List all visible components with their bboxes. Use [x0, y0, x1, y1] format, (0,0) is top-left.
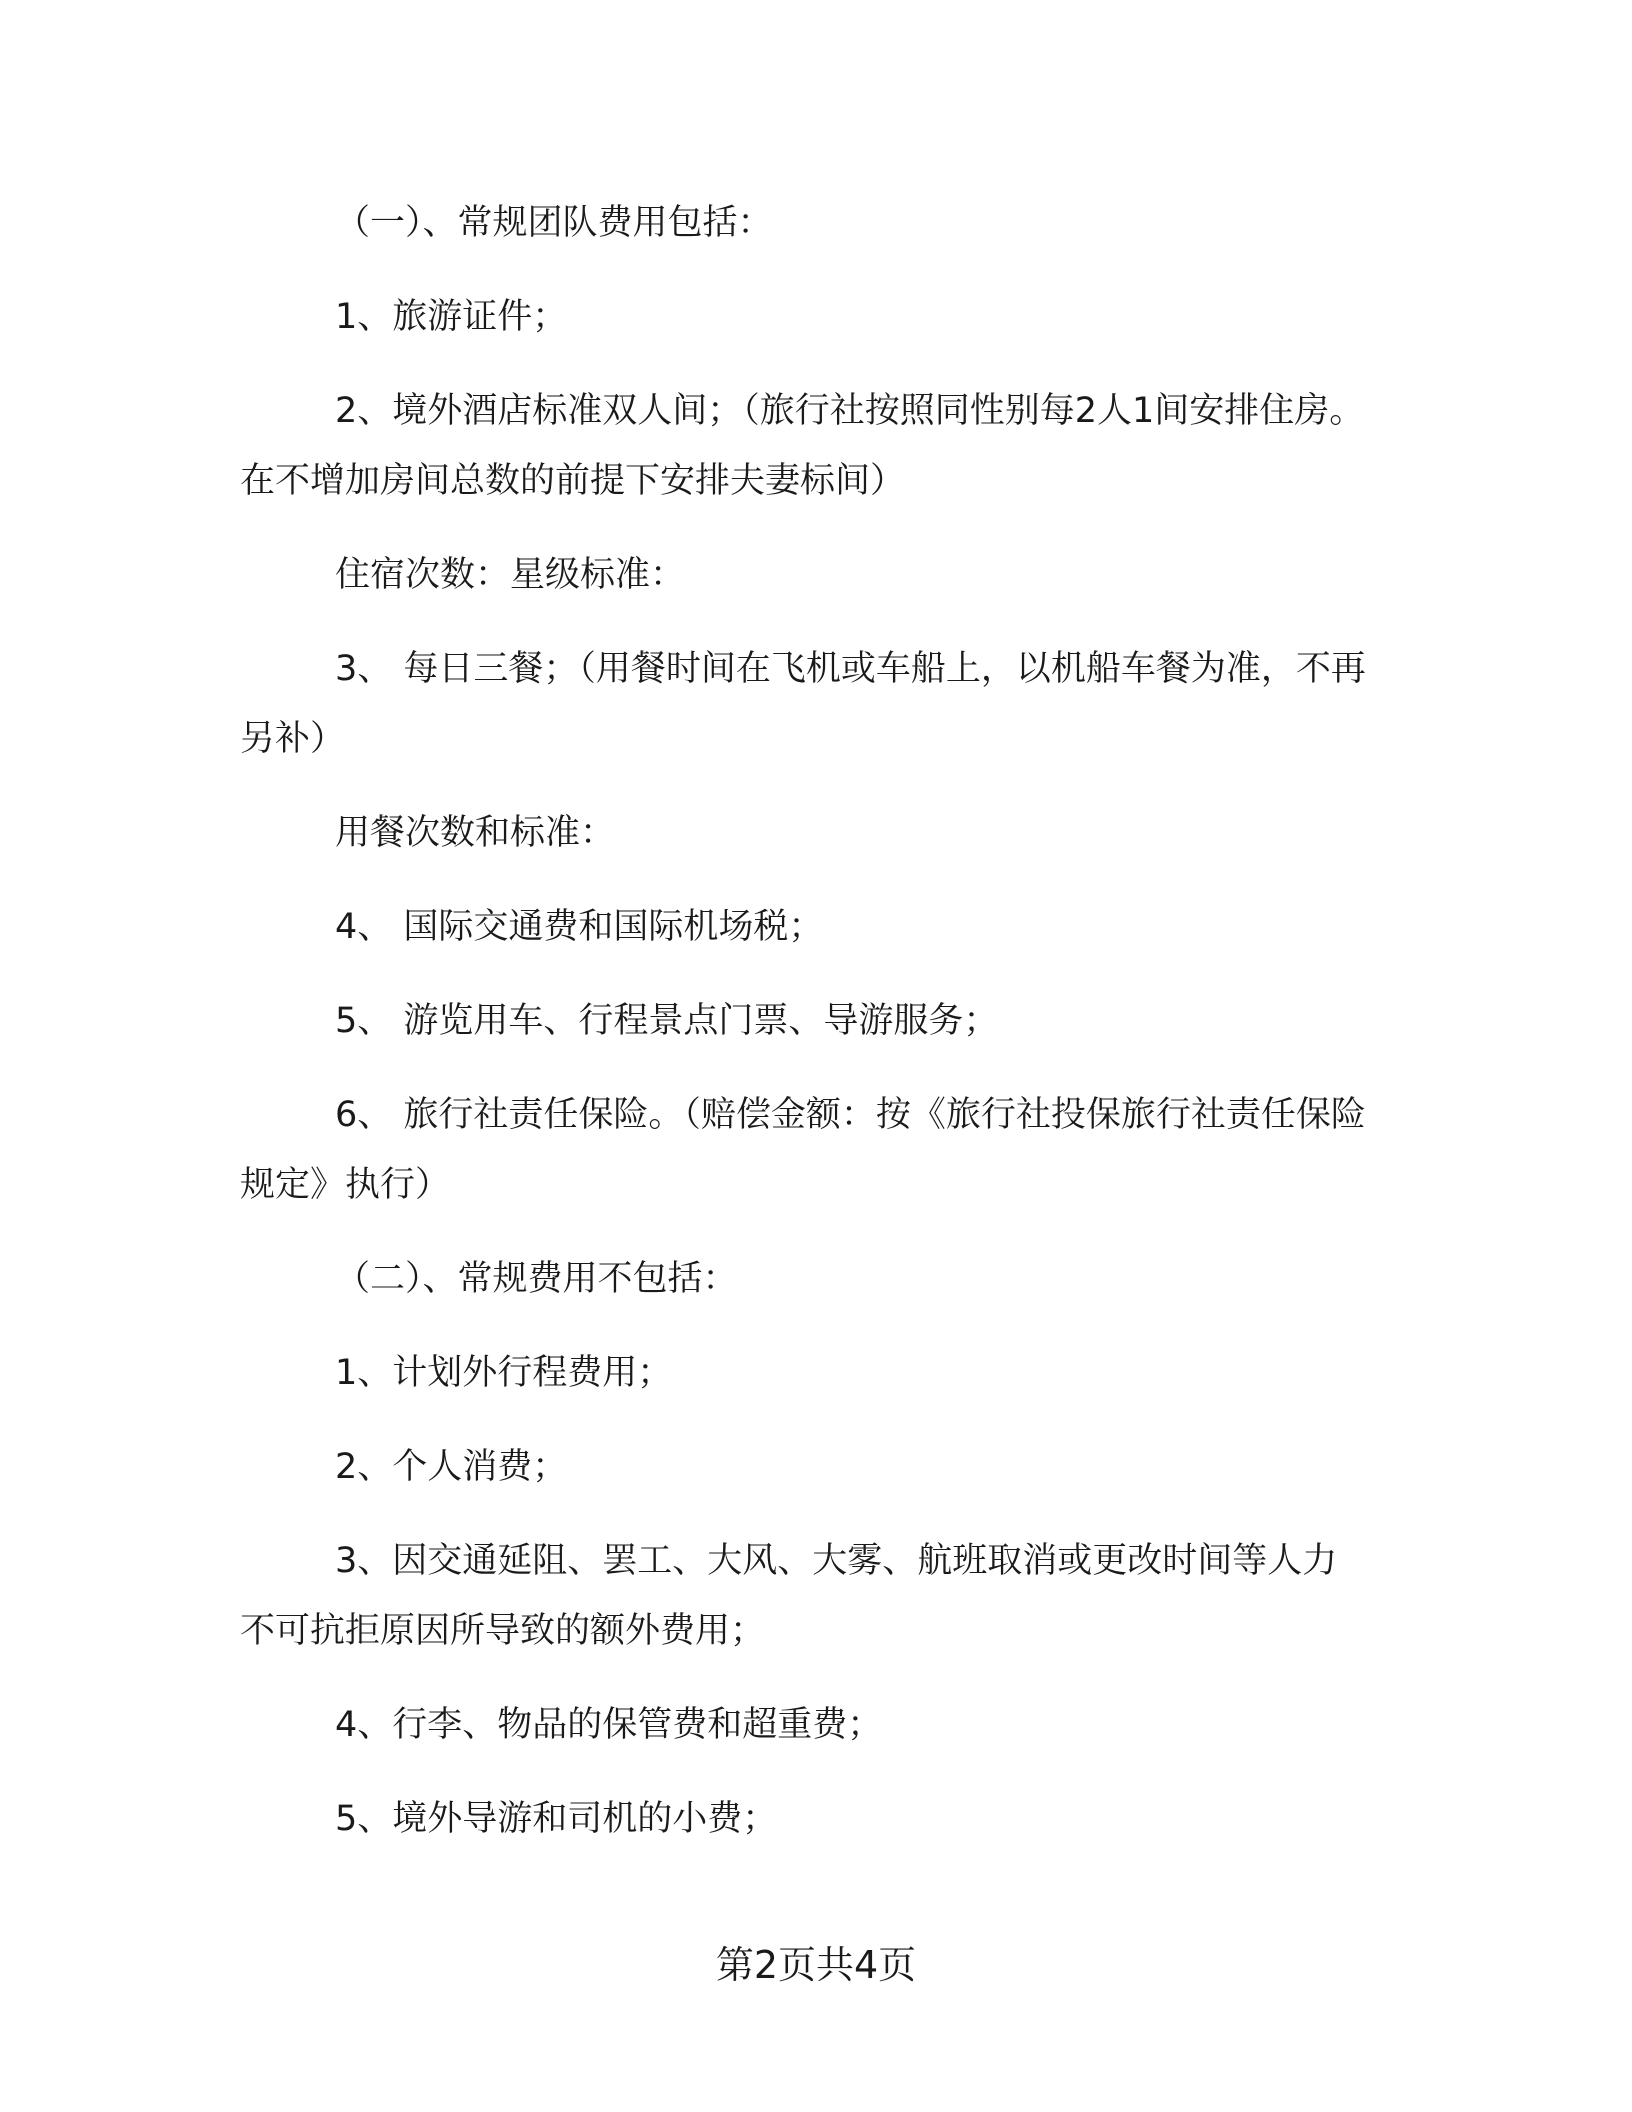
list-item: 4、行李、物品的保管费和超重费； — [335, 1705, 883, 1745]
document-body — [240, 188, 1372, 1878]
list-item: 2、境外酒店标准双人间；（旅行社按照同性别每2人1间安排住房。在不增加房间总数的前提下安排夫妻标间） — [240, 391, 1365, 501]
list-item: 1、旅游证件； — [335, 297, 568, 337]
list-item: 1、计划外行程费用； — [335, 1353, 673, 1393]
section-heading-included: （一）、常规团队费用包括： — [335, 203, 773, 243]
list-item: 4、 国际交通费和国际机场税； — [335, 907, 824, 947]
list-item: 2、个人消费； — [335, 1447, 568, 1487]
list-item: 5、 游览用车、行程景点门票、导游服务； — [335, 1001, 999, 1041]
section-heading-excluded: （二）、常规费用不包括： — [335, 1259, 738, 1299]
list-item: 住宿次数：星级标准： — [335, 555, 686, 595]
list-item: 5、境外导游和司机的小费； — [335, 1799, 778, 1839]
page-number-footer: 第2页共4页 — [715, 1943, 917, 1987]
list-item: 3、因交通延阻、罢工、大风、大雾、航班取消或更改时间等人力不可抗拒原因所导致的额外费用； — [240, 1541, 1338, 1651]
list-item: 用餐次数和标准： — [335, 813, 616, 853]
list-item: 6、 旅行社责任保险。（赔偿金额：按《旅行社投保旅行社责任保险规定》执行） — [240, 1095, 1366, 1205]
list-item: 3、 每日三餐；（用餐时间在飞机或车船上，以机船车餐为准，不再另补） — [240, 649, 1366, 759]
